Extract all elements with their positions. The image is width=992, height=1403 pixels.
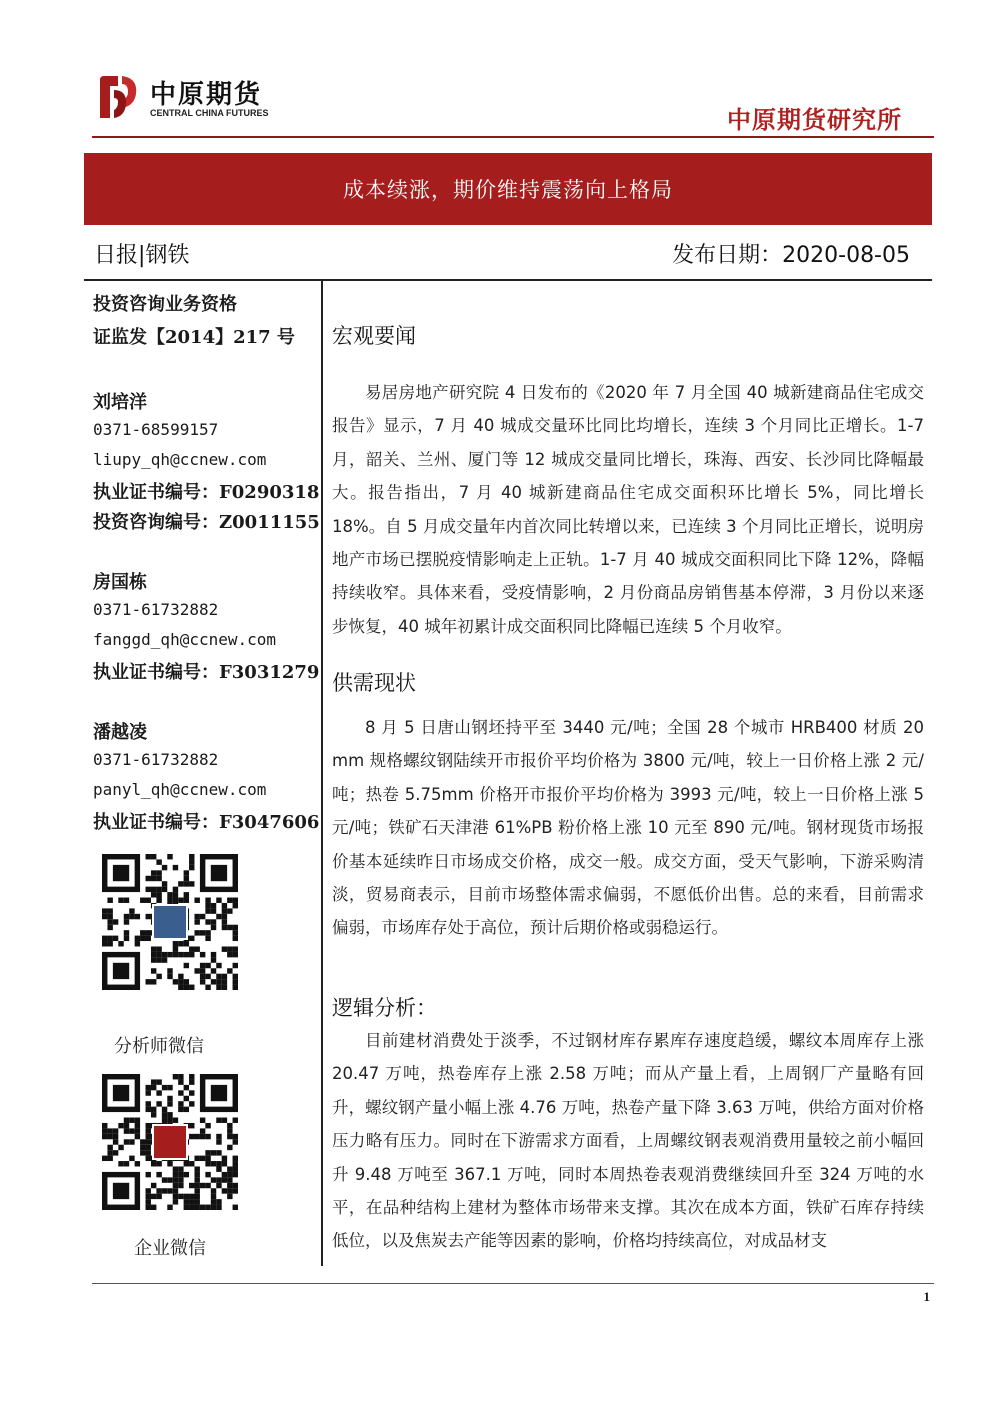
analyst-name: 潘越凌: [93, 722, 147, 743]
report-title: 成本续涨，期价维持震荡向上格局: [343, 178, 673, 202]
analyst-phone: 0371-61732882: [93, 600, 219, 619]
analyst-phone: 0371-61732882: [93, 750, 219, 769]
logo-name: 中原期货: [150, 80, 263, 110]
analyst-phone: 0371-68599157: [93, 420, 219, 439]
company-wechat-qr-icon: [94, 1068, 244, 1218]
sidebar-divider: [321, 281, 323, 1266]
analyst-email[interactable]: liupy_qh@ccnew.com: [93, 450, 267, 469]
analyst-consult-number: 投资咨询编号：Z0011155: [93, 512, 320, 533]
section-body-supply-demand: 8 月 5 日唐山钢坯持平至 3440 元/吨；全国 28 个城市 HRB400 材质 20 mm 规格螺纹钢陆续开市报价平均价格为 3800 元/吨，较上一日价格上涨 2 元/吨；热卷 5.75mm 价格开市报价平均价格为 3993 元/吨，较上一日价格上涨 5 元/吨；铁矿石天津港 61%PB 粉价格上涨 10 元至 890 元/吨。钢材现货市场报价基本延续昨日市场成交价格，成交一般。成交方面，受天气影响，下游采购清淡，贸易商表示，目前市场整体需求偏弱，不愿低价出售。总的来看，目前需求偏弱，市场库存处于高位，预计后期价格或弱稳运行。: [332, 718, 924, 938]
footer-rule: [92, 1283, 934, 1284]
analyst-email[interactable]: panyl_qh@ccnew.com: [93, 780, 267, 799]
qualification-number: 证监发【2014】217 号: [93, 327, 295, 348]
analyst-wechat-caption: 分析师微信: [114, 1036, 204, 1057]
analyst-license: 执业证书编号：F3031279: [93, 662, 320, 683]
analyst-name: 刘培洋: [93, 392, 147, 413]
section-body-macro: 易居房地产研究院 4 日发布的《2020 年 7 月全国 40 城新建商品住宅成交报告》显示，7 月 40 城成交量环比同比均增长，连续 3 个月同比正增长。1-7 月，韶关、兰州、厦门等 12 城成交量同比增长，珠海、西安、长沙同比降幅最大。报告指出，7 月 40 城新建商品住宅成交面积环比增长 5%，同比增长 18%。自 5 月成交量年内首次同比转增以来，已连续 3 个月同比正增长，说明房地产市场已摆脱疫情影响走上正轨。1-7 月 40 城成交面积同比下降 12%，降幅持续收窄。具体来看，受疫情影响，2 月份商品房销售基本停滞，3 月份以来逐步恢复，40 城年初累计成交面积同比降幅已连续 5 个月收窄。: [332, 383, 924, 636]
subheader-rule: [84, 279, 932, 281]
analyst-license: 执业证书编号：F0290318: [93, 482, 320, 503]
company-wechat-caption: 企业微信: [134, 1238, 206, 1259]
qualification-title: 投资咨询业务资格: [93, 294, 237, 315]
analyst-email[interactable]: fanggd_qh@ccnew.com: [93, 630, 277, 649]
section-heading-supply-demand: 供需现状: [332, 671, 416, 695]
section-body-logic: 目前建材消费处于淡季，不过钢材库存累库存速度趋缓，螺纹本周库存上涨 20.47 万吨，热卷库存上涨 2.58 万吨；而从产量上看，上周钢厂产量略有回升，螺纹钢产量小幅上涨 4.76 万吨，热卷产量下降 3.63 万吨，供给方面对价格压力略有压力。同时在下游需求方面看，上周螺纹钢表观消费用量较之前小幅回升 9.48 万吨至 367.1 万吨，同时本周热卷表观消费继续回升至 324 万吨的水平，在品种结构上建材为整体市场带来支撑。其次在成本方面，铁矿石库存持续低位，以及焦炭去产能等因素的影响，价格均持续高位，对成品材支: [332, 1031, 924, 1251]
page-number: 1: [923, 1289, 930, 1304]
report-title-banner: [84, 153, 932, 225]
analyst-license: 执业证书编号：F3047606: [93, 812, 320, 833]
header-rule: [92, 136, 934, 138]
analyst-wechat-qr-icon: [94, 842, 244, 1007]
logo-english-name: CENTRAL CHINA FUTURES: [150, 108, 269, 118]
analyst-name: 房国栋: [93, 572, 147, 593]
institute-name: 中原期货研究所: [727, 106, 902, 134]
report-category: 日报|钢铁: [94, 243, 190, 268]
publish-date: 发布日期：2020-08-05: [672, 243, 910, 268]
section-heading-logic: 逻辑分析：: [332, 996, 437, 1020]
section-heading-macro: 宏观要闻: [332, 324, 416, 348]
